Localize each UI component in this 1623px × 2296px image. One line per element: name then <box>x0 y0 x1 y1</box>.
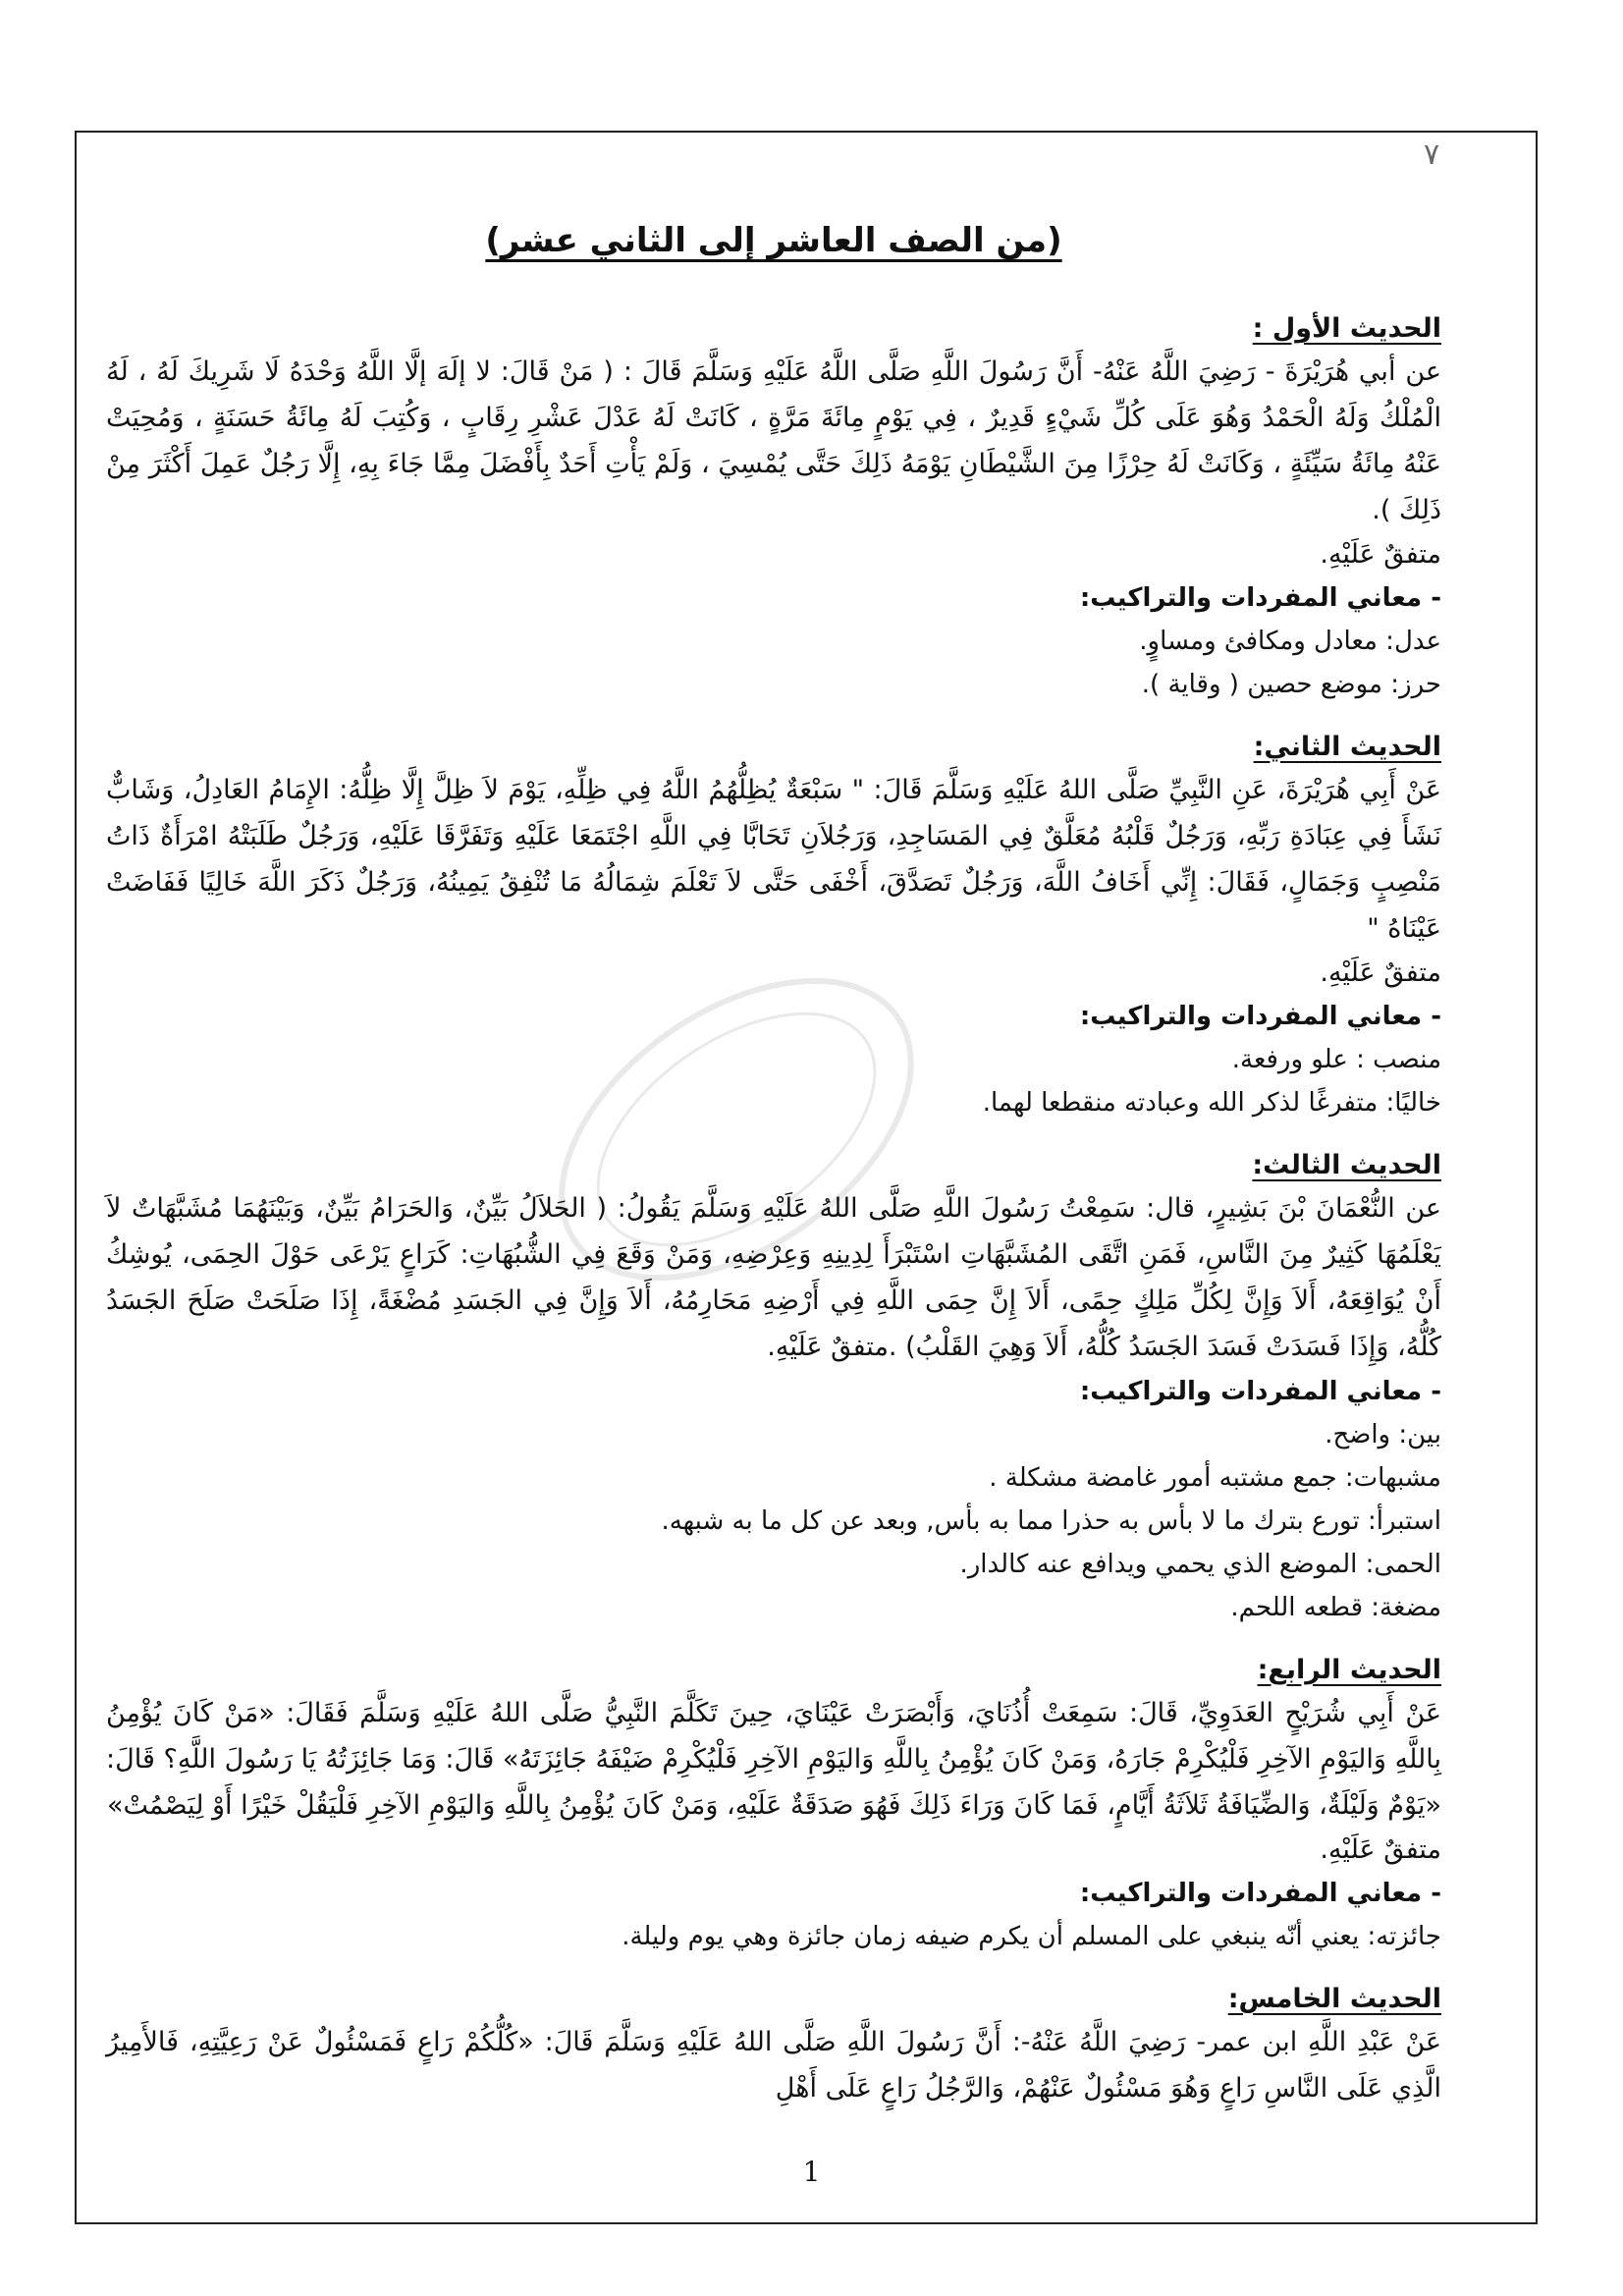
vocab-heading: - معاني المفردات والتراكيب: <box>1079 583 1441 613</box>
vocab-list <box>106 1038 1441 1124</box>
hadith-text: عَنْ عَبْدِ اللَّهِ ابن عمر- رَضِيَ اللَّهُ عَنْهُ-: أَنَّ رَسُولَ اللَّهِ صَلَّى اللهُ عَلَيْهِ وَسَلَّمَ قَالَ: «كُلُّكُمْ رَاعٍ فَمَسْئُولٌ عَنْ رَعِيَّتِهِ، فَالأَمِيرُ الَّذِي عَلَى النَّاسِ رَاعٍ وَهُوَ مَسْئُولٌ عَنْهُمْ، وَالرَّجُلُ رَاعٍ عَلَى أَهْلِ <box>106 2027 1441 2104</box>
hadith-title: الحديث الأول : <box>1252 313 1441 344</box>
vocab-item: بين: واضح. <box>1325 1420 1441 1449</box>
hadith-title: الحديث الخامس: <box>1227 1984 1441 2014</box>
page-title: (من الصف العاشر إلى الثاني عشر) <box>485 221 1062 260</box>
vocab-list <box>106 1915 1441 1958</box>
vocab-heading: - معاني المفردات والتراكيب: <box>1079 1377 1441 1406</box>
vocab-heading: - معاني المفردات والتراكيب: <box>1079 1002 1441 1031</box>
hadith-text: عَنْ أَبِي شُرَيْحٍ العَدَوِيِّ، قَالَ: سَمِعَتْ أُذُنَايَ، وَأَبْصَرَتْ عَيْنَايَ، حِينَ تَكَلَّمَ النَّبِيُّ صَلَّى اللهُ عَلَيْهِ وَسَلَّمَ فَقَالَ: «مَنْ كَانَ يُؤْمِنُ بِاللَّهِ وَاليَوْمِ الآخِرِ فَلْيُكْرِمْ جَارَهُ، وَمَنْ كَانَ يُؤْمِنُ بِاللَّهِ وَاليَوْمِ الآخِرِ فَلْيُكْرِمْ ضَيْفَهُ جَائِزَتَهُ» قَالَ: وَمَا جَائِزَتُهُ يَا رَسُولَ اللَّهِ؟ قَالَ: «يَوْمٌ وَلَيْلَةٌ، وَالضِّيَافَةُ ثَلاَثَةُ أَيَّامٍ، فَمَا كَانَ وَرَاءَ ذَلِكَ فَهُوَ صَدَقَةٌ عَلَيْهِ، وَمَنْ كَانَ يُؤْمِنُ بِاللَّهِ وَاليَوْمِ الآخِرِ فَلْيَقُلْ خَيْرًا أَوْ لِيَصْمُتْ» <box>106 1698 1441 1821</box>
hadith-title: الحديث الرابع: <box>1257 1655 1441 1685</box>
hadith-reference: متفقٌ عَلَيْهِ. <box>1320 539 1441 570</box>
hadith-3 <box>106 1146 1441 1629</box>
vocab-item: مضغة: قطعه اللحم. <box>1230 1593 1441 1622</box>
hadith-4 <box>106 1651 1441 1958</box>
vocab-item: الحمى: الموضع الذي يحمي ويدافع عنه كالدار. <box>959 1550 1441 1579</box>
hadith-title: الحديث الثالث: <box>1252 1150 1441 1180</box>
hadith-text: عَنْ أَبِي هُرَيْرَةَ، عَنِ النَّبِيِّ صَلَّى اللهُ عَلَيْهِ وَسَلَّمَ قَالَ: " سَبْعَةٌ يُظِلُّهُمُ اللَّهُ فِي ظِلِّهِ، يَوْمَ لاَ ظِلَّ إِلَّا ظِلُّهُ: الإِمَامُ العَادِلُ، وَشَابٌّ نَشَأَ فِي عِبَادَةِ رَبِّهِ، وَرَجُلٌ قَلْبُهُ مُعَلَّقٌ فِي المَسَاجِدِ، وَرَجُلاَنِ تَحَابَّا فِي اللَّهِ اجْتَمَعَا عَلَيْهِ وَتَفَرَّقَا عَلَيْهِ، وَرَجُلٌ طَلَبَتْهُ امْرَأَةٌ ذَاتُ مَنْصِبٍ وَجَمَالٍ، فَقَالَ: إِنِّي أَخَافُ اللَّهَ، وَرَجُلٌ تَصَدَّقَ، أَخْفَى حَتَّى لاَ تَعْلَمَ شِمَالُهُ مَا تُنْفِقُ يَمِينُهُ، وَرَجُلٌ ذَكَرَ اللَّهَ خَالِيًا فَفَاضَتْ عَيْنَاهُ " <box>106 775 1441 944</box>
vocab-item: خاليًا: متفرغًا لذكر الله وعبادته منقطعا لهما. <box>982 1088 1441 1118</box>
vocab-item: منصب : علو ورفعة. <box>1231 1045 1441 1074</box>
vocab-item: حرز: موضع حصين ( وقاية ). <box>1141 670 1441 699</box>
vocab-item: جائزته: يعني أنّه ينبغي على المسلم أن يكرم ضيفه زمان جائزة وهي يوم وليلة. <box>622 1922 1441 1951</box>
vocab-item: عدل: معادل ومكافئ ومساوٍ. <box>1139 627 1441 656</box>
vocab-heading: - معاني المفردات والتراكيب: <box>1079 1879 1441 1908</box>
vocab-list <box>106 1413 1441 1629</box>
hadith-reference: متفقٌ عَلَيْهِ. <box>1320 1834 1441 1865</box>
hadith-2 <box>106 728 1441 1124</box>
page-number: 1 <box>802 2156 821 2188</box>
hadith-text: عن النُّعْمَانَ بْنَ بَشِيرٍ، قال: سَمِعْتُ رَسُولَ اللَّهِ صَلَّى اللهُ عَلَيْهِ وَسَلَّمَ يَقُولُ: ( الحَلاَلُ بَيِّنٌ، وَالحَرَامُ بَيِّنٌ، وَبَيْنَهُمَا مُشَبَّهَاتٌ لاَ يَعْلَمُهَا كَثِيرٌ مِنَ النَّاسِ، فَمَنِ اتَّقَى المُشَبَّهَاتِ اسْتَبْرَأَ لِدِينِهِ وَعِرْضِهِ، وَمَنْ وَقَعَ فِي الشُّبُهَاتِ: كَرَاعٍ يَرْعَى حَوْلَ الحِمَى، يُوشِكُ أَنْ يُوَاقِعَهُ، أَلاَ وَإِنَّ لِكُلِّ مَلِكٍ حِمًى، أَلاَ إِنَّ حِمَى اللَّهِ فِي أَرْضِهِ مَحَارِمُهُ، أَلاَ وَإِنَّ فِي الجَسَدِ مُضْغَةً، إِذَا صَلَحَتْ صَلَحَ الجَسَدُ كُلُّهُ، وَإِذَا فَسَدَتْ فَسَدَ الجَسَدُ كُلُّهُ، أَلاَ وَهِيَ القَلْبُ) .متفقٌ عَلَيْهِ. <box>106 1193 1441 1362</box>
vocab-list <box>106 620 1441 706</box>
hadith-1 <box>106 309 1441 706</box>
vocab-item: مشبهات: جمع مشتبه أمور غامضة مشكلة . <box>989 1463 1441 1493</box>
document-body <box>106 221 1441 2133</box>
hadith-5 <box>106 1980 1441 2111</box>
hadith-title: الحديث الثاني: <box>1253 732 1441 762</box>
hadith-reference: متفقٌ عَلَيْهِ. <box>1320 957 1441 988</box>
corner-mark: ٧ <box>1424 137 1440 172</box>
vocab-item: استبرأ: تورع بترك ما لا بأس به حذرا مما به بأس, وبعد عن كل ما به شبهه. <box>661 1506 1441 1536</box>
hadith-text: عن أبي هُرَيْرَةَ - رَضِيَ اللَّهُ عَنْهُ- أَنَّ رَسُولَ اللَّهِ صَلَّى اللَّهُ عَلَيْهِ وَسَلَّمَ قَالَ : ( مَنْ قَالَ: لا إلَهَ إلَّا اللَّهُ وَحْدَهُ لَا شَرِيكَ لَهُ ، لَهُ الْمُلْكُ وَلَهُ الْحَمْدُ وَهُوَ عَلَى كُلِّ شَيْءٍ قَدِيرٌ ، فِي يَوْمٍ مِائَةَ مَرَّةٍ ، كَانَتْ لَهُ عَدْلَ عَشْرِ رِقَابٍ ، وَكُتِبَ لَهُ مِائَةُ حَسَنَةٍ ، وَمُحِيَتْ عَنْهُ مِائَةُ سَيِّئَةٍ ، وَكَانَتْ لَهُ حِرْزًا مِنَ الشَّيْطَانِ يَوْمَهُ ذَلِكَ حَتَّى يُمْسِيَ ، وَلَمْ يَأْتِ أَحَدٌ بِأَفْضَلَ مِمَّا جَاءَ بِهِ، إِلَّا رَجُلٌ عَمِلَ أَكْثَرَ مِنْ ذَلِكَ ). <box>106 356 1441 525</box>
